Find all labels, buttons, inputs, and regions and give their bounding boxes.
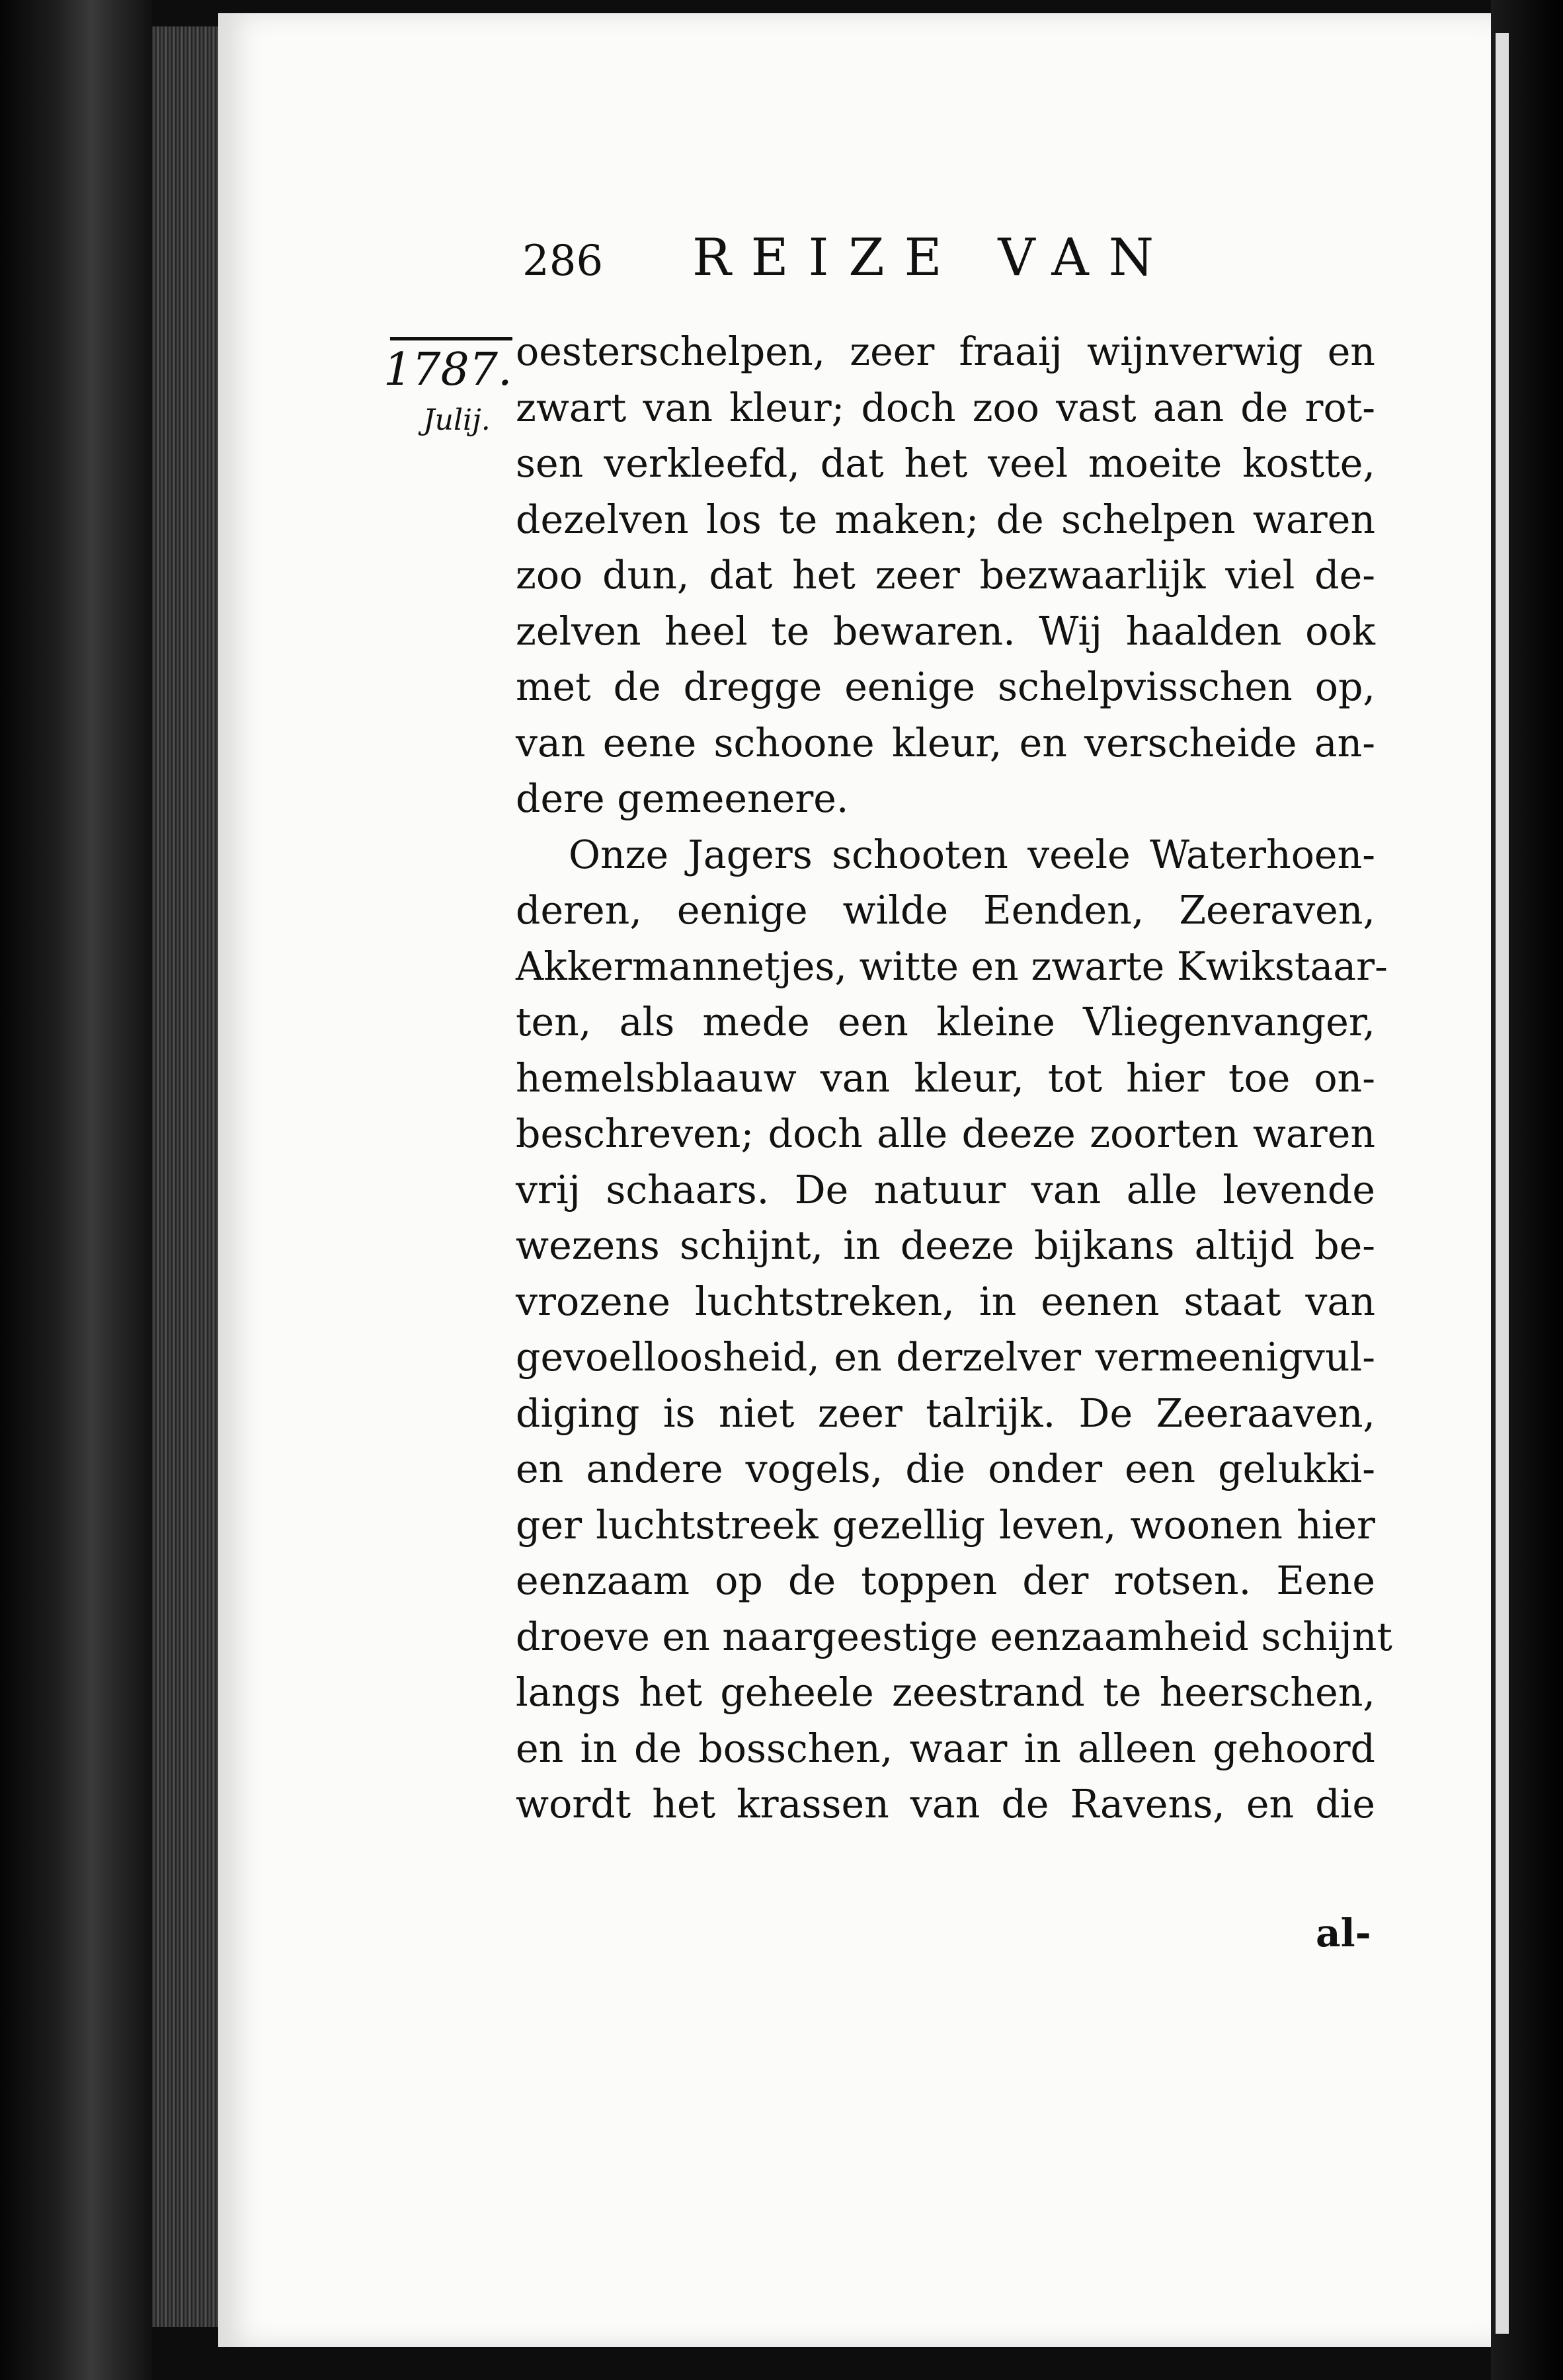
text-line: dezelven los te maken; de schelpen waren (516, 496, 1375, 542)
body-text (516, 324, 1392, 1833)
text-line: beschreven; doch alle deeze zoorten waren (516, 1111, 1375, 1156)
catchword: al- (1316, 1911, 1371, 1956)
right-page-strip (1496, 33, 1509, 2334)
text-line: ger luchtstreek gezellig leven, woonen hier (516, 1502, 1375, 1548)
text-line: zelven heel te bewaren. Wij haalden ook (516, 608, 1375, 654)
margin-month: Julij. (423, 403, 491, 437)
text-line: droeve en naargeestige eenzaamheid schijnt (516, 1614, 1392, 1659)
text-line: Onze Jagers schooten veele Waterhoen- (569, 832, 1375, 877)
running-header (522, 228, 1183, 288)
text-line: wezens schijnt, in deeze bijkans altijd be- (516, 1223, 1375, 1268)
margin-rule (390, 337, 512, 340)
text-line: hemelsblaauw van kleur, tot hier toe on- (516, 1055, 1375, 1101)
text-line: Akkermannetjes, witte en zwarte Kwikstaar- (516, 943, 1388, 989)
text-line: diging is niet zeer talrijk. De Zeeraaven, (516, 1390, 1375, 1436)
text-line: deren, eenige wilde Eenden, Zeeraven, (516, 888, 1375, 933)
text-line: oesterschelpen, zeer fraaij wijnverwig en (516, 329, 1375, 374)
text-line: ten, als mede een kleine Vliegenvanger, (516, 1000, 1375, 1045)
text-line: langs het geheele zeestrand te heerschen, (516, 1670, 1375, 1715)
margin-year: 1787. (383, 344, 512, 396)
page-number: 286 (522, 237, 604, 286)
text-line: met de dregge eenige schelpvisschen op, (516, 664, 1375, 709)
text-line: sen verkleefd, dat het veel moeite kostte, (516, 441, 1375, 486)
text-line: en andere vogels, die onder een gelukki- (516, 1447, 1375, 1491)
text-line: gevoelloosheid, en derzelver vermeenigvul- (516, 1335, 1375, 1380)
text-line: zwart van kleur; doch zoo vast aan de rot- (516, 385, 1375, 430)
running-title: REIZE VAN (692, 228, 1174, 288)
text-line: vrozene luchtstreken, in eenen staat van (516, 1279, 1375, 1324)
text-line: eenzaam op de toppen der rotsen. Eene (516, 1558, 1375, 1603)
text-line: vrij schaars. De natuur van alle levende (516, 1167, 1375, 1212)
text-line: dere gemeenere. (516, 776, 849, 821)
text-line: zoo dun, dat het zeer bezwaarlijk viel de- (516, 553, 1375, 598)
book-spine (0, 0, 152, 2380)
text-line: wordt het krassen van de Ravens, en die (516, 1782, 1375, 1827)
text-line: en in de bosschen, waar in alleen gehoord (516, 1726, 1375, 1771)
text-line: van eene schoone kleur, en verscheide an- (516, 720, 1375, 766)
